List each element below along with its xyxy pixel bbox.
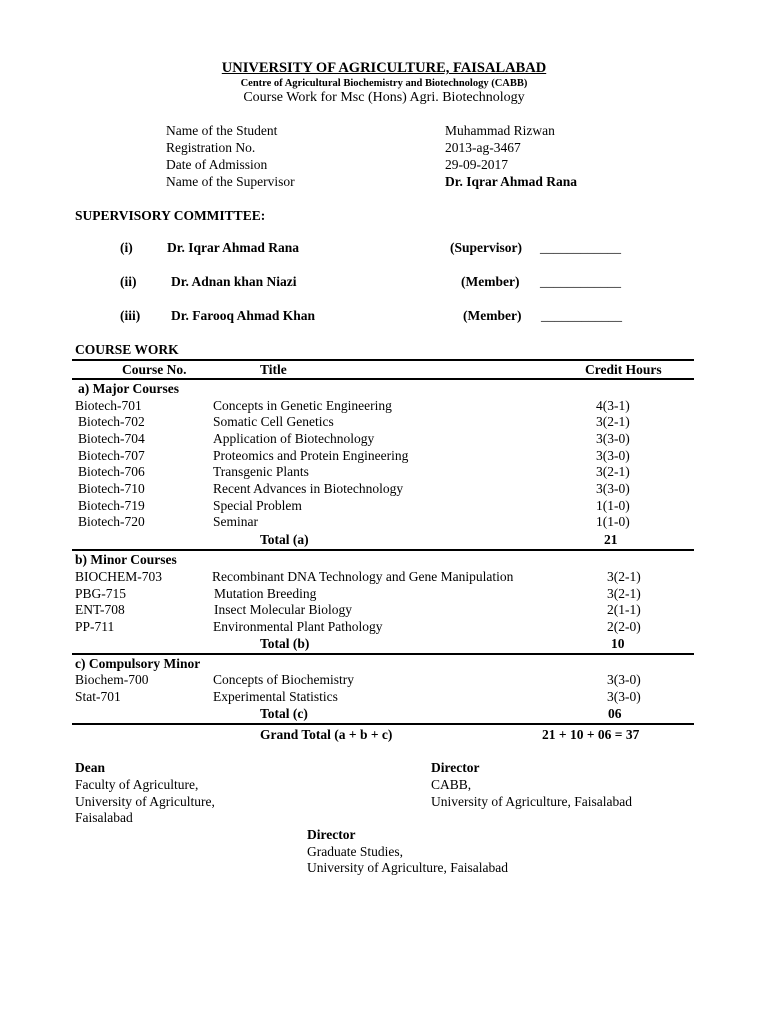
director-cabb-line-2: University of Agriculture, Faisalabad <box>431 794 632 809</box>
director-gs-line-2: University of Agriculture, Faisalabad <box>307 860 508 875</box>
course-no: Biotech-704 <box>78 431 145 446</box>
signature-line: ____________ <box>540 274 621 289</box>
course-no: Biotech-701 <box>75 398 142 413</box>
course-credit: 3(3-0) <box>596 448 630 463</box>
total-b-value: 10 <box>611 636 625 651</box>
course-no: Biotech-720 <box>78 514 145 529</box>
member-number: (ii) <box>120 274 137 289</box>
course-title: Transgenic Plants <box>213 464 309 479</box>
course-credit: 3(3-0) <box>596 481 630 496</box>
course-work-heading: COURSE WORK <box>75 342 179 357</box>
course-title: Insect Molecular Biology <box>214 602 352 617</box>
university-title: UNIVERSITY OF AGRICULTURE, FAISALABAD <box>221 60 547 76</box>
dean-line-3: Faisalabad <box>75 810 133 825</box>
member-role: (Member) <box>461 274 520 289</box>
member-name: Dr. Farooq Ahmad Khan <box>171 308 316 323</box>
course-no: PBG-715 <box>75 586 127 601</box>
minor-courses-heading: b) Minor Courses <box>75 552 177 567</box>
member-name: Dr. Adnan khan Niazi <box>171 274 297 289</box>
grand-total-value: 21 + 10 + 06 = 37 <box>542 727 640 742</box>
director-cabb-line-1: CABB, <box>431 777 472 792</box>
col-title: Title <box>260 362 287 377</box>
divider <box>72 653 694 655</box>
admission-date-value: 29-09-2017 <box>445 157 508 172</box>
course-no: BIOCHEM-703 <box>75 569 162 584</box>
director-gs-title: Director <box>307 827 356 842</box>
page-subtitle: Course Work for Msc (Hons) Agri. Biotechnology <box>243 90 525 105</box>
course-no: Stat-701 <box>75 689 121 704</box>
course-credit: 3(2-1) <box>607 569 641 584</box>
course-title: Proteomics and Protein Engineering <box>213 448 409 463</box>
course-credit: 2(2-0) <box>607 619 641 634</box>
course-title: Special Problem <box>213 498 302 513</box>
major-courses-heading: a) Major Courses <box>78 381 179 396</box>
supervisor-value: Dr. Iqrar Ahmad Rana <box>445 174 578 189</box>
centre-name: Centre of Agricultural Biochemistry and Biotechnology (CABB) <box>240 78 528 89</box>
course-title: Mutation Breeding <box>214 586 317 601</box>
course-title: Concepts of Biochemistry <box>213 672 354 687</box>
member-role: (Supervisor) <box>450 240 522 255</box>
course-credit: 1(1-0) <box>596 498 630 513</box>
course-credit: 2(1-1) <box>607 602 641 617</box>
member-name: Dr. Iqrar Ahmad Rana <box>167 240 300 255</box>
divider <box>72 723 694 725</box>
committee-heading: SUPERVISORY COMMITTEE: <box>75 208 266 223</box>
course-title: Recent Advances in Biotechnology <box>213 481 404 496</box>
supervisor-label: Name of the Supervisor <box>166 174 295 189</box>
director-gs-line-1: Graduate Studies, <box>307 844 403 859</box>
dean-title: Dean <box>75 760 105 775</box>
course-no: Biotech-707 <box>78 448 145 463</box>
student-name-label: Name of the Student <box>166 123 278 138</box>
course-no: Biochem-700 <box>75 672 149 687</box>
director-cabb-title: Director <box>431 760 480 775</box>
divider <box>72 378 694 380</box>
course-credit: 3(2-1) <box>607 586 641 601</box>
student-name-value: Muhammad Rizwan <box>445 123 555 138</box>
course-credit: 3(3-0) <box>607 672 641 687</box>
total-a-value: 21 <box>604 532 618 547</box>
course-credit: 3(2-1) <box>596 414 630 429</box>
course-title: Concepts in Genetic Engineering <box>213 398 392 413</box>
course-credit: 3(2-1) <box>596 464 630 479</box>
member-number: (i) <box>120 240 133 255</box>
course-credit: 3(3-0) <box>596 431 630 446</box>
total-b-label: Total (b) <box>260 636 310 651</box>
grand-total-label: Grand Total (a + b + c) <box>260 727 393 742</box>
course-title: Recombinant DNA Technology and Gene Manipulation <box>212 569 514 584</box>
course-credit: 4(3-1) <box>596 398 630 413</box>
compulsory-minor-heading: c) Compulsory Minor <box>75 656 201 671</box>
course-title: Experimental Statistics <box>213 689 338 704</box>
course-title: Somatic Cell Genetics <box>213 414 334 429</box>
admission-date-label: Date of Admission <box>166 157 268 172</box>
divider <box>72 549 694 551</box>
total-c-value: 06 <box>608 706 622 721</box>
course-credit: 1(1-0) <box>596 514 630 529</box>
dean-line-1: Faculty of Agriculture, <box>75 777 199 792</box>
dean-line-2: University of Agriculture, <box>75 794 215 809</box>
course-title: Application of Biotechnology <box>213 431 375 446</box>
member-number: (iii) <box>120 308 141 323</box>
course-title: Seminar <box>213 514 258 529</box>
signature-line: ____________ <box>541 308 622 323</box>
total-c-label: Total (c) <box>260 706 308 721</box>
member-role: (Member) <box>463 308 522 323</box>
course-no: Biotech-719 <box>78 498 145 513</box>
col-credit-hours: Credit Hours <box>585 362 662 377</box>
course-no: Biotech-710 <box>78 481 145 496</box>
course-no: Biotech-702 <box>78 414 145 429</box>
signature-line: ____________ <box>540 240 621 255</box>
course-title: Environmental Plant Pathology <box>213 619 383 634</box>
course-no: PP-711 <box>75 619 115 634</box>
course-credit: 3(3-0) <box>607 689 641 704</box>
col-course-no: Course No. <box>122 362 187 377</box>
divider <box>72 359 694 361</box>
registration-value: 2013-ag-3467 <box>445 140 521 155</box>
registration-label: Registration No. <box>166 140 256 155</box>
total-a-label: Total (a) <box>260 532 309 547</box>
course-no: Biotech-706 <box>78 464 145 479</box>
course-no: ENT-708 <box>75 602 125 617</box>
